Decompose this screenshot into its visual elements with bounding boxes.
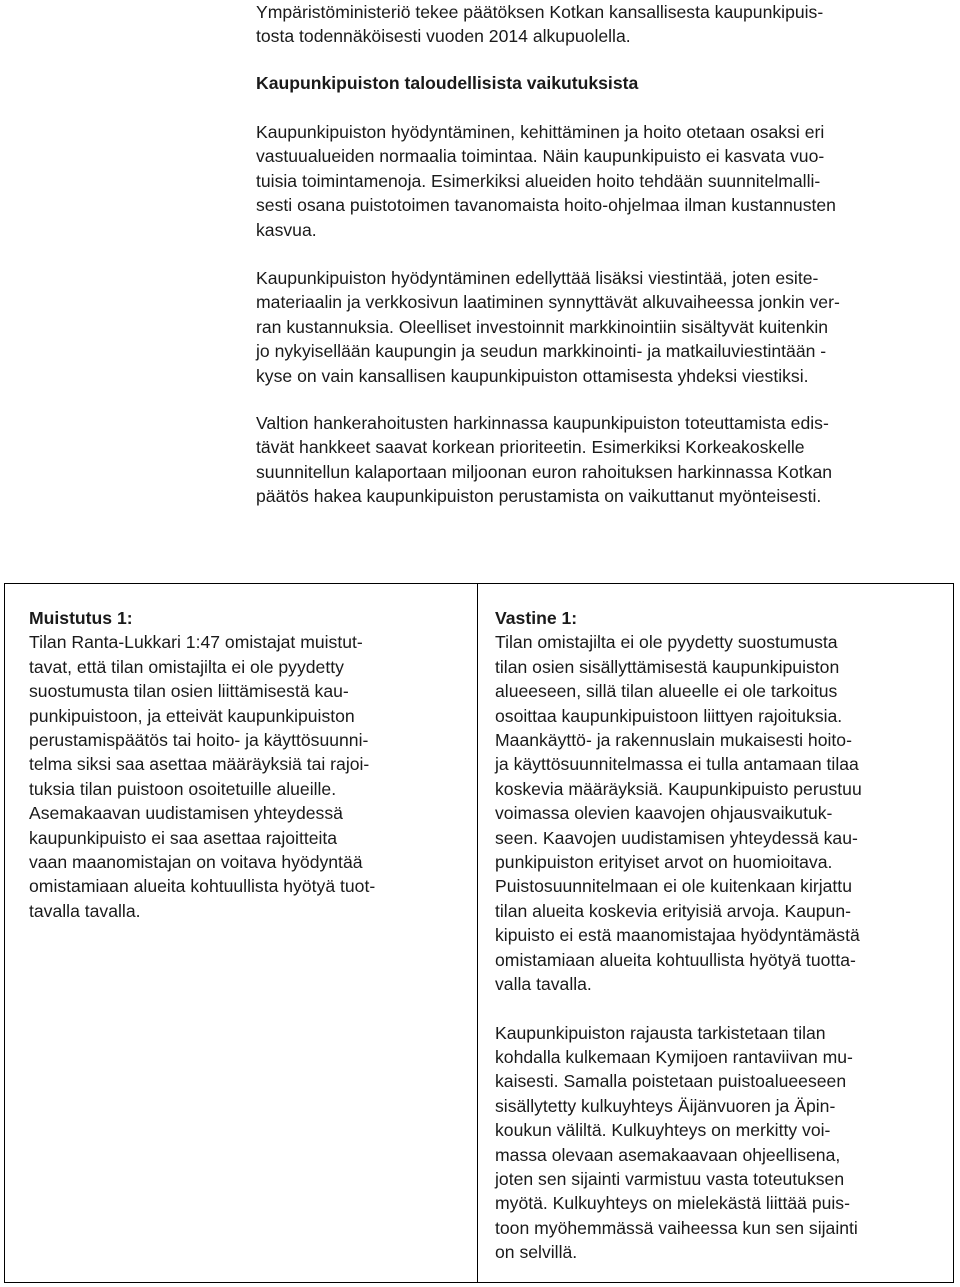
text-line: massa olevaan asemakaavaan ohjeellisena, bbox=[495, 1144, 841, 1165]
text-line: materiaalin ja verkkosivun laatiminen synnyttävät alkuvaiheessa jonkin ver- bbox=[256, 292, 840, 313]
text-line: tävät hankkeet saavat korkean prioriteetin. Esimerkiksi Korkeakoskelle bbox=[256, 437, 805, 458]
text-line: koskevia määräyksiä. Kaupunkipuisto perustuu bbox=[495, 778, 862, 799]
text-line: Tilan omistajilta ei ole pyydetty suostumusta bbox=[495, 632, 838, 653]
text-line: tosta todennäköisesti vuoden 2014 alkupuolella. bbox=[256, 26, 631, 47]
text-line: kipuisto ei estä maanomistajaa hyödyntämästä bbox=[495, 925, 860, 946]
text-line: kaisesti. Samalla poistetaan puistoalueeseen bbox=[495, 1071, 847, 1092]
text-line: ja käyttösuunnitelmassa ei tulla antamaan tilaa bbox=[495, 754, 859, 775]
text-line: sesti osana puistotoimen tavanomaista hoito-ohjelmaa ilman kustannusten bbox=[256, 195, 836, 216]
text-line: omistamiaan alueita kohtuullista hyötyä tuot- bbox=[29, 876, 376, 897]
text-line: Kaupunkipuiston hyödyntäminen edellyttää lisäksi viestintää, joten esite- bbox=[256, 268, 819, 288]
text-line: perustamispäätös tai hoito- ja käyttösuunni- bbox=[29, 730, 369, 751]
comment-table bbox=[4, 583, 954, 1283]
text-line: vastuualueiden normaalia toimintaa. Näin kaupunkipuisto ei kasvata vuo- bbox=[256, 146, 825, 167]
text-line: päätös hakea kaupunkipuiston perustamista on vaikuttanut myönteisesti. bbox=[256, 486, 822, 507]
section-heading: Kaupunkipuiston taloudellisista vaikutuksista bbox=[256, 73, 639, 93]
text-line: osoittaa kaupunkipuistoon liittyen rajoituksia. bbox=[495, 705, 843, 726]
section-paragraph-costs bbox=[256, 120, 956, 242]
paragraph-gap bbox=[495, 997, 935, 1021]
text-line: ran kustannuksia. Oleelliset investoinnit markkinointiin sisältyvät kuitenkin bbox=[256, 316, 829, 337]
text-line: jo nykyisellään kaupungin ja seudun markkinointi- ja matkailuviestintään - bbox=[256, 341, 827, 362]
text-line: Kaupunkipuiston rajausta tarkistetaan tilan bbox=[495, 1022, 826, 1043]
intro-paragraph bbox=[256, 0, 956, 49]
text-line: voimassa olevien kaavojen ohjausvaikutuk- bbox=[495, 803, 833, 824]
text-line: koukun väliltä. Kulkuyhteys on merkitty voi- bbox=[495, 1120, 831, 1141]
text-line: telma siksi saa asettaa määräyksiä tai rajoi- bbox=[29, 754, 370, 775]
text-line: valla tavalla. bbox=[495, 974, 592, 995]
response-title: Vastine 1: bbox=[495, 608, 578, 628]
text-line: Valtion hankerahoitusten harkinnassa kaupunkipuiston toteuttamista edis- bbox=[256, 413, 829, 433]
text-line: punkipuiston erityiset arvot on huomioitava. bbox=[495, 852, 833, 873]
text-line: seen. Kaavojen uudistamisen yhteydessä kau- bbox=[495, 827, 858, 848]
text-line: tavat, että tilan omistajilta ei ole pyydetty bbox=[29, 656, 344, 677]
text-line: vaan maanomistajan on voitava hyödyntää bbox=[29, 852, 363, 873]
text-line: Puistosuunnitelmaan ei ole kuitenkaan kirjattu bbox=[495, 876, 852, 897]
text-line: toon myöhemmässä vaiheessa kun sen sijainti bbox=[495, 1217, 858, 1238]
text-line: suostumusta tilan osien liittämisestä kau- bbox=[29, 681, 349, 702]
text-line: joten sen sijainti varmistuu vasta toteutuksen bbox=[495, 1168, 845, 1189]
text-line: tavalla tavalla. bbox=[29, 900, 141, 921]
text-line: on selvillä. bbox=[495, 1242, 578, 1263]
text-line: tilan alueita koskevia erityisiä arvoja. Kaupun- bbox=[495, 900, 851, 921]
text-line: Maankäyttö- ja rakennuslain mukaisesti hoito- bbox=[495, 730, 852, 751]
text-line: myötä. Kulkuyhteys on mielekästä liittää puis- bbox=[495, 1193, 850, 1214]
text-line: Kaupunkipuiston hyödyntäminen, kehittäminen ja hoito otetaan osaksi eri bbox=[256, 122, 825, 142]
response-paragraph bbox=[495, 630, 935, 996]
text-line: kohdalla kulkemaan Kymijoen rantaviivan mu- bbox=[495, 1046, 853, 1067]
text-line: kyse on vain kansallisen kaupunkipuiston ottamisesta yhdeksi viestiksi. bbox=[256, 365, 809, 386]
objection-cell bbox=[29, 606, 449, 923]
text-line: tuisia toimintamenoja. Esimerkiksi alueiden hoito tehdään suunnitelmalli- bbox=[256, 170, 821, 191]
response-cell bbox=[495, 606, 935, 1265]
text-line: Tilan Ranta-Lukkari 1:47 omistajat muistut- bbox=[29, 632, 363, 653]
section-paragraph-funding bbox=[256, 411, 956, 509]
text-line: sisällytetty kulkuyhteys Äijänvuoren ja Äpin- bbox=[495, 1095, 836, 1116]
text-line: tuksia tilan puistoon osoitetuille alueille. bbox=[29, 778, 337, 799]
text-line: suunnitellun kalaportaan miljoonan euron rahoituksen harkinnassa Kotkan bbox=[256, 461, 833, 482]
text-line: omistamiaan alueita kohtuullista hyötyä tuotta- bbox=[495, 949, 856, 970]
response-paragraph bbox=[495, 1021, 935, 1265]
text-line: Asemakaavan uudistamisen yhteydessä bbox=[29, 803, 343, 824]
text-line: kaupunkipuisto ei saa asettaa rajoitteita bbox=[29, 827, 338, 848]
text-line: alueeseen, sillä tilan alueelle ei ole tarkoitus bbox=[495, 681, 838, 702]
objection-title: Muistutus 1: bbox=[29, 608, 133, 628]
text-line: Ympäristöministeriö tekee päätöksen Kotkan kansallisesta kaupunkipuis- bbox=[256, 2, 824, 22]
text-line: tilan osien sisällyttämisestä kaupunkipuiston bbox=[495, 656, 840, 677]
text-line: kasvua. bbox=[256, 219, 317, 240]
column-divider bbox=[477, 584, 478, 1282]
section-paragraph-communication bbox=[256, 266, 956, 388]
text-line: punkipuistoon, ja etteivät kaupunkipuiston bbox=[29, 705, 355, 726]
